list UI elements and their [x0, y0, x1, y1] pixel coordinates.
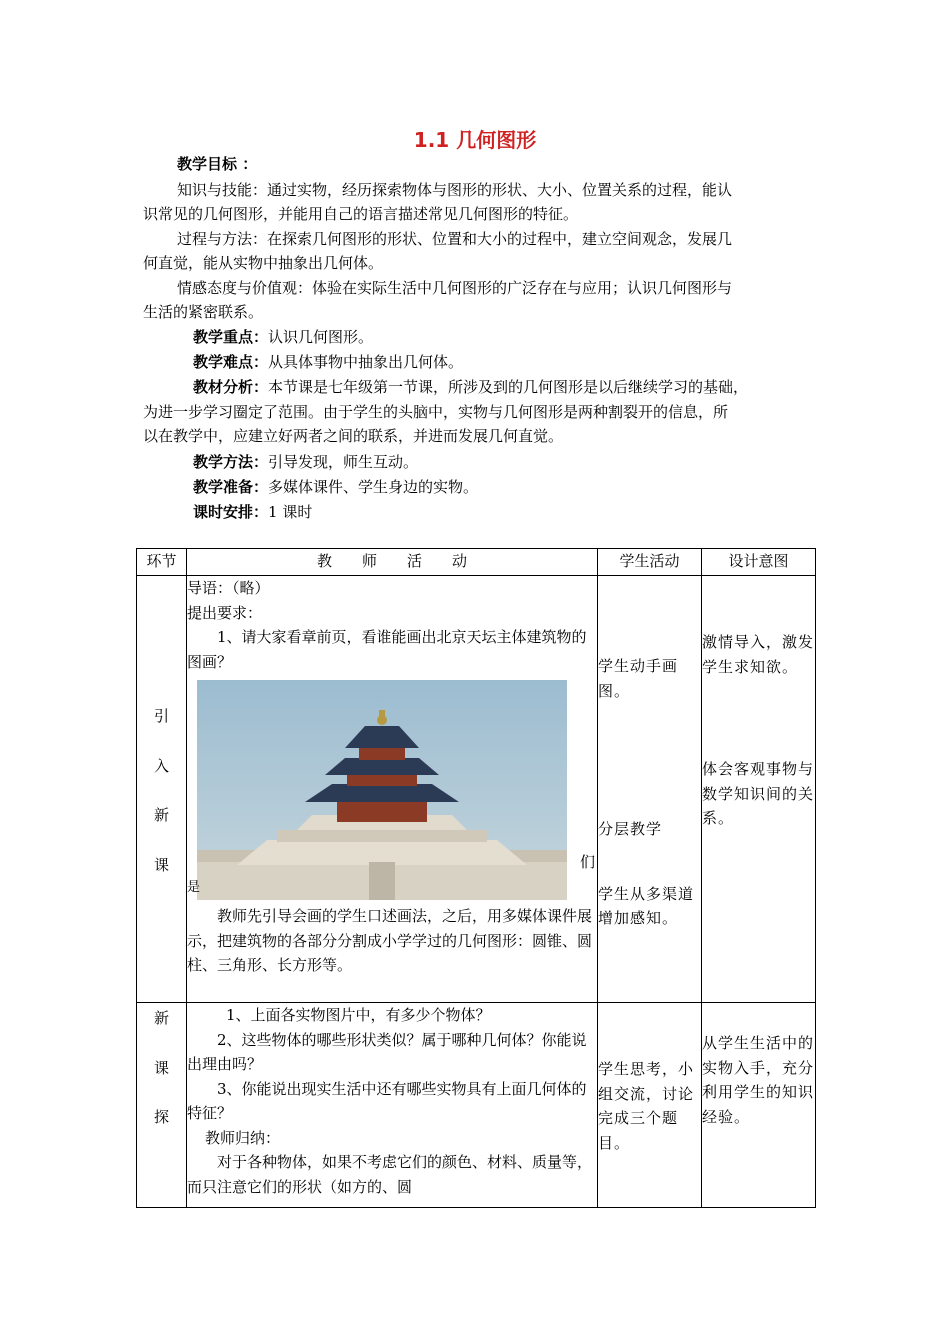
- teacher-explanation: 教师先引导会画的学生口述画法，之后，用多媒体课件展示，把建筑物的各部分分割成小学学过的几何图形：圆锥、圆柱、三角形、长方形等。: [187, 907, 593, 974]
- emotion-line-2: 生活的紧密联系。: [143, 303, 264, 321]
- knowledge-line-2: 识常见的几何图形，并能用自己的语言描述常见几何图形的特征。: [143, 205, 579, 223]
- teaching-preparation: 教学准备：多媒体课件、学生身边的实物。: [193, 478, 479, 496]
- student-activity-2: 分层教学: [598, 820, 663, 838]
- table-header-row: [137, 549, 816, 576]
- design-intent-1: 激情导入，激发学生求知欲。: [702, 633, 815, 676]
- header-intent: 设计意图: [702, 549, 816, 576]
- student-activity-intro: [598, 576, 702, 1003]
- objectives-heading: 教学目标 ：: [177, 155, 258, 173]
- overlay-char-left: 是: [187, 880, 201, 895]
- table-row-explore: [137, 1003, 816, 1208]
- student-activity-explore-text: 学生思考，小组交流，讨论完成三个题目。: [598, 1060, 695, 1152]
- stage-cell-intro: [137, 576, 187, 1003]
- student-activity-3: 学生从多渠道增加感知。: [598, 884, 695, 927]
- stage-char: 探: [153, 1108, 169, 1126]
- header-student: 学生活动: [598, 549, 702, 576]
- teaching-focus: 教学重点：认识几何图形。: [193, 328, 374, 346]
- stage-char: 新: [153, 1009, 169, 1027]
- teacher-summary-label: 教师归纳：: [205, 1128, 281, 1147]
- stage-char: 入: [153, 756, 169, 775]
- class-schedule: 课时安排：1 课时: [193, 503, 313, 521]
- design-intent-explore-text: 从学生生活中的实物入手，充分利用学生的知识经验。: [702, 1034, 815, 1126]
- lesson-table: [136, 548, 816, 1208]
- temple-image: [197, 680, 567, 900]
- stage-char: 新: [153, 806, 169, 824]
- explore-question-1: 1、上面各实物图片中，有多少个物体？: [226, 1006, 491, 1024]
- header-stage: 环节: [137, 549, 187, 576]
- material-analysis-line-2: 为进一步学习圈定了范围。由于学生的头脑中，实物与几何图形是两种割裂开的信息，所: [143, 403, 729, 421]
- teacher-activity-explore: [187, 1003, 598, 1208]
- temple-of-heaven-photo: [197, 680, 567, 900]
- stage-char: 课: [153, 855, 169, 874]
- material-analysis: 教材分析：本节课是七年级第一节课，所涉及到的几何图形是以后继续学习的基础，: [193, 378, 749, 396]
- question-1: 1、请大家看章前页，看谁能画出北京天坛主体建筑物的图画？: [187, 628, 587, 671]
- table-row-intro: [137, 576, 816, 1003]
- header-teacher: 教 师 活 动: [187, 549, 598, 576]
- teaching-difficulty: 教学难点：从具体事物中抽象出几何体。: [193, 353, 464, 371]
- explore-question-3: 3、你能说出现实生活中还有哪些实物具有上面几何体的特征？: [187, 1079, 587, 1122]
- design-intent-intro: [702, 576, 816, 1003]
- knowledge-line-1: 知识与技能：通过实物，经历探索物体与图形的形状、大小、位置关系的过程，能认: [177, 181, 733, 199]
- page-title: 1.1 几何图形: [413, 128, 537, 152]
- material-analysis-line-3: 以在教学中，应建立好两者之间的联系，并进而发展几何直觉。: [143, 427, 564, 445]
- emotion-line-1: 情感态度与价值观：体验在实际生活中几何图形的广泛存在与应用；认识几何图形与: [177, 279, 733, 297]
- teacher-activity-intro: [187, 576, 598, 1003]
- requirement-text: 提出要求：: [187, 603, 263, 622]
- teacher-summary-text: 对于各种物体，如果不考虑它们的颜色、材料、质量等，而只注意它们的形状（如方的、圆: [187, 1153, 593, 1196]
- design-intent-explore: [702, 1003, 816, 1208]
- process-line-1: 过程与方法：在探索几何图形的形状、位置和大小的过程中，建立空间观念，发展几: [177, 230, 733, 248]
- stage-char: 课: [153, 1058, 169, 1077]
- student-activity-explore: [598, 1003, 702, 1208]
- explore-question-2: 2、这些物体的哪些形状类似？属于哪种几何体？你能说出理由吗？: [187, 1030, 587, 1073]
- student-activity-1: 学生动手画图。: [598, 657, 679, 700]
- intro-text: 导语：（略）: [187, 579, 270, 597]
- stage-char: 引: [153, 707, 169, 725]
- design-intent-2: 体会客观事物与数学知识间的关系。: [702, 760, 815, 827]
- teaching-method: 教学方法：引导发现，师生互动。: [193, 453, 419, 471]
- process-line-2: 何直觉，能从实物中抽象出几何体。: [143, 254, 384, 272]
- stage-cell-explore: [137, 1003, 187, 1208]
- overlay-char-right: 们: [579, 853, 595, 871]
